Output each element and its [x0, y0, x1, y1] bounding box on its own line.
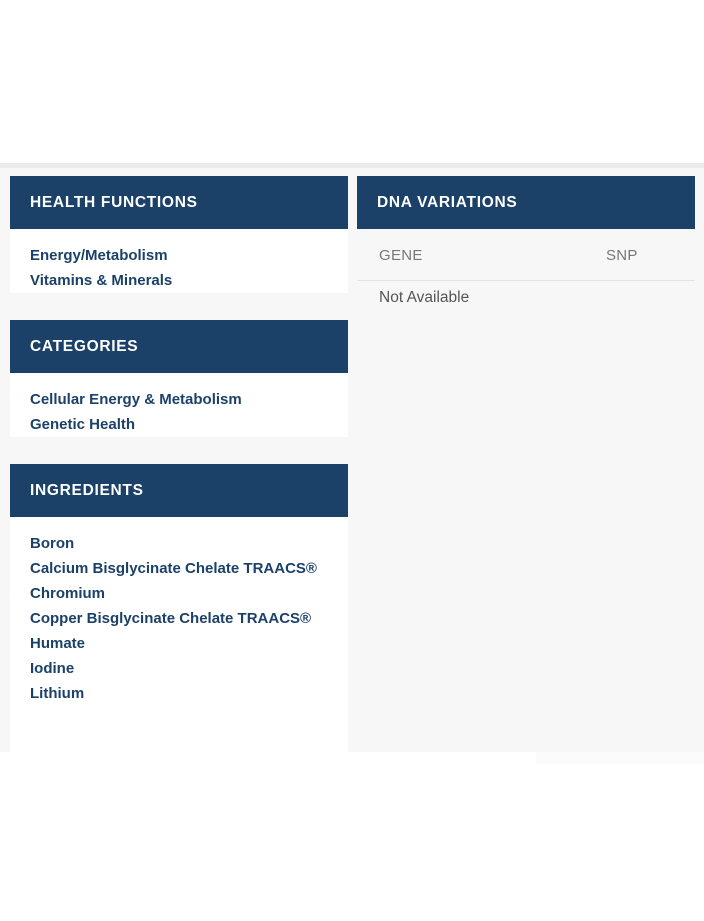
dna-variations-panel — [357, 176, 695, 365]
page-top-blank-area — [0, 0, 704, 163]
dna-variations-header: DNA VARIATIONS — [357, 176, 695, 229]
dna-column-snp: SNP — [605, 247, 638, 264]
dna-table-body — [357, 281, 695, 318]
dna-variations-body — [357, 229, 695, 365]
categories-body — [10, 373, 348, 437]
dna-table-header-row — [357, 229, 695, 281]
ingredients-header: INGREDIENTS — [10, 464, 348, 517]
list-item[interactable]: Cellular Energy & Metabolism — [30, 391, 242, 408]
list-item[interactable]: Boron — [30, 535, 75, 552]
dna-column-gene: GENE — [379, 247, 423, 264]
categories-panel — [10, 320, 348, 437]
list-item[interactable]: Iodine — [30, 660, 75, 677]
list-item[interactable]: Humate — [30, 635, 86, 652]
table-row — [357, 281, 695, 318]
list-item[interactable]: Energy/Metabolism — [30, 247, 168, 264]
dna-variations-table — [357, 229, 695, 317]
list-item[interactable]: Lithium — [30, 685, 85, 702]
health-functions-list — [30, 243, 328, 293]
categories-header: CATEGORIES — [10, 320, 348, 373]
list-item[interactable]: Calcium Bisglycinate Chelate TRAACS® — [30, 560, 317, 577]
health-functions-panel — [10, 176, 348, 293]
list-item[interactable]: Chromium — [30, 585, 105, 602]
dna-table-head — [357, 229, 695, 281]
categories-list — [30, 387, 328, 437]
page-bottom-blank-area — [0, 752, 704, 921]
dna-empty-message: Not Available — [357, 281, 695, 318]
page-bottom-shade — [536, 752, 704, 764]
ingredients-list — [30, 531, 328, 706]
list-item[interactable]: Copper Bisglycinate Chelate TRAACS® — [30, 610, 312, 627]
list-item[interactable]: Vitamins & Minerals — [30, 272, 173, 289]
health-functions-header: HEALTH FUNCTIONS — [10, 176, 348, 229]
health-functions-body — [10, 229, 348, 293]
list-item[interactable]: Genetic Health — [30, 416, 136, 433]
